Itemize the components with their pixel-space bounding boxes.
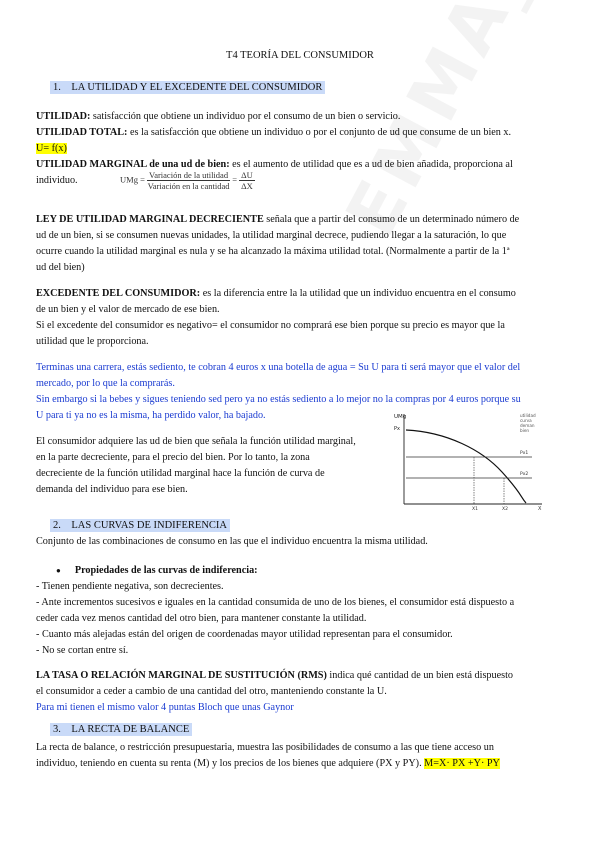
px2-label: Px2 [520, 472, 529, 477]
umg-formula: UMg = $\frac{\text{Variación de la utilidad}}{\text{Variación en la cantidad}}$ = $\frac{\Delta U}{\Delta X}$ [120, 170, 253, 191]
ejemplo-line-2: mercado, por lo que la comprarás. [36, 378, 175, 389]
demanda-line-2: en la parte decreciente, para el precio del bien. Por lo tanto, la zona [36, 452, 310, 463]
px1-label: Px1 [520, 451, 529, 456]
ley-line-1: LEY DE UTILIDAD MARGINAL DECRECIENTE señala que a partir del consumo de un determinado número de [36, 214, 520, 225]
utilidad-marginal-cont: individuo. [36, 175, 78, 186]
indiferencia-definition: Conjunto de las combinaciones de consumo en las que el individuo encuentra la misma utilidad. [36, 536, 428, 547]
section-1-heading: 1. LA UTILIDAD Y EL EXCEDENTE DEL CONSUMIDOR [50, 80, 325, 95]
excedente-line-1: EXCEDENTE DEL CONSUMIDOR: es la diferencia entre la la utilidad que un individuo encuentra en el consumo [36, 288, 516, 299]
utilidad-total-definition: UTILIDAD TOTAL: es la satisfacción que obtiene un individuo o por el conjunto de ud que consume de un bien x. [36, 127, 512, 138]
section-2-heading: 2. LAS CURVAS DE INDIFERENCIA [50, 518, 230, 533]
rms-line-2: el consumidor a ceder a cambio de una cantidad del otro, manteniendo constante la U. [36, 686, 387, 697]
ejemplo-line-1: Terminas una carrera, estás sediento, te cobran 4 euros x una botella de agua = Su U para ti será mayor que el valor del [36, 362, 521, 373]
ley-line-2: ud de un bien, si se consumen nuevas unidades, la utilidad marginal decrece, pudiendo llegar a la saturación, lo que [36, 230, 507, 241]
page-title: T4 TEORÍA DEL CONSUMIDOR [226, 50, 374, 61]
x-axis-label: X [538, 506, 542, 512]
propiedades-bullet: ● Propiedades de las curvas de indiferencia: [56, 565, 258, 576]
rms-ejemplo: Para mi tienen el mismo valor 4 puntas Bloch que unas Gaynor [36, 702, 294, 713]
py-label: Px [394, 426, 400, 432]
propiedad-4: - No se cortan entre sí. [36, 645, 129, 656]
demanda-line-3: decreciente de la función utilidad marginal hace la función de curva de [36, 468, 325, 479]
excedente-line-3: Si el excedente del consumidor es negativo= el consumidor no comprará ese bien porque su precio es mayor que la [36, 320, 505, 331]
legend-line-2: curva [520, 418, 532, 423]
ley-line-3: ocurre cuando la utilidad marginal es nula y se ha alcanzado la máxima utilidad total. (Normalmente a partir de la 1ª [36, 246, 510, 257]
legend-line-4: bien [520, 428, 530, 433]
demanda-line-1: El consumidor adquiere las ud de bien que señala la función utilidad marginal, [36, 436, 356, 447]
propiedad-3: - Cuanto más alejadas están del origen de coordenadas mayor utilidad representan para el consumidor. [36, 629, 453, 640]
legend-line-1: utilidad [520, 413, 536, 418]
propiedad-2: - Ante incrementos sucesivos e iguales en la cantidad consumida de uno de los bienes, el consumidor está dispuesto a [36, 597, 515, 608]
utilidad-marginal-definition: UTILIDAD MARGINAL de una ud de bien: es el aumento de utilidad que es a ud de bien añadida, proporciona al [36, 159, 513, 170]
utilidad-definition: UTILIDAD: satisfacción que obtiene un individuo por el consumo de un bien o servicio. [36, 111, 401, 122]
ejemplo-line-4: U para ti ya no es la misma, ha perdido valor, ha bajado. [36, 410, 266, 421]
x1-label: X1 [472, 507, 478, 512]
section-3-heading: 3. LA RECTA DE BALANCE [50, 722, 192, 737]
ejemplo-line-3: Sin embargo si la bebes y sigues teniendo sed pero ya no estás sediento a lo mejor no la compras por 4 euros porque su [36, 394, 521, 405]
propiedad-2-cont: ceder cada vez menos cantidad del otro bien, para mantener constante la utilidad. [36, 613, 367, 624]
demanda-line-4: demanda del individuo para ese bien. [36, 484, 188, 495]
y-axis-label: UMg [394, 414, 407, 420]
propiedad-1: - Tienen pendiente negativa, son decrecientes. [36, 581, 224, 592]
x2-label: X2 [502, 507, 508, 512]
excedente-line-2: de un bien y el valor de mercado de ese bien. [36, 304, 220, 315]
excedente-line-4: utilidad que le proporciona. [36, 336, 149, 347]
utilidad-total-formula: U= f(x) [36, 143, 67, 154]
balance-line-2: individuo, teniendo en cuenta su renta (M) y los precios de los bienes que adquiere (PX y PY). M=X· PX +Y· PY [36, 758, 500, 769]
umg-demand-graph [392, 410, 572, 515]
balance-line-1: La recta de balance, o restricción presupuestaria, muestra las posibilidades de consumo a las que tiene acceso un [36, 742, 494, 753]
rms-line-1: LA TASA O RELACIÓN MARGINAL DE SUSTITUCIÓN (RMS) indica qué cantidad de un bien está dispuesto [36, 670, 514, 681]
ley-line-4: ud del bien) [36, 262, 85, 273]
legend-line-3: deman [520, 423, 535, 428]
